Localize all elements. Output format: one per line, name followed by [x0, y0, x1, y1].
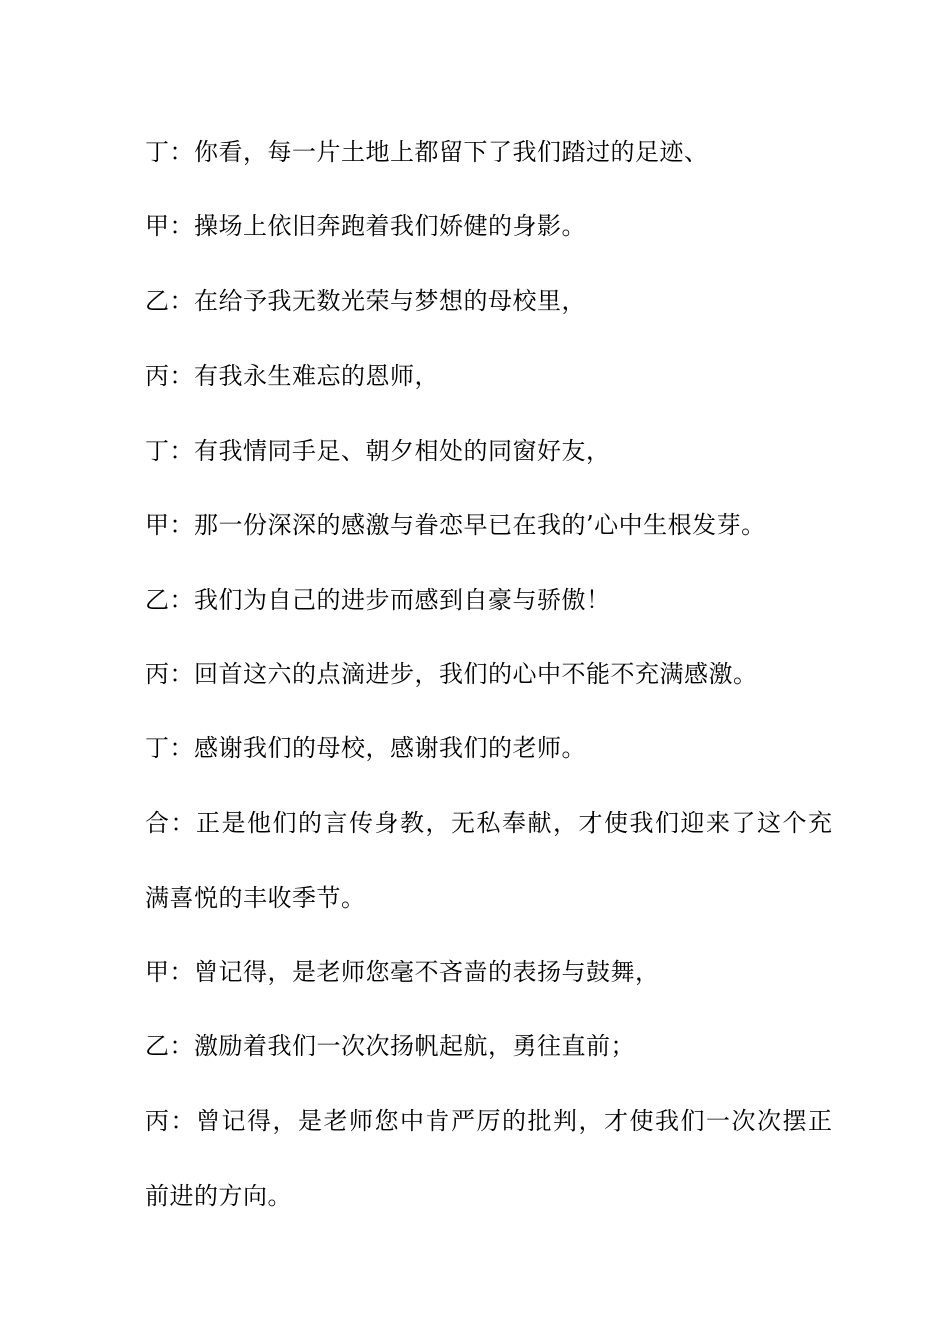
- text-line: 丙：曾记得，是老师您中肯严厉的批判，才使我们一次次摆正: [145, 1107, 834, 1135]
- text-line: 丙：回首这六的点滴进步，我们的心中不能不充满感激。: [145, 660, 758, 688]
- text-line: 丙：有我永生难忘的恩师，: [145, 362, 439, 390]
- text-line: 乙：我们为自己的进步而感到自豪与骄傲！: [145, 586, 611, 614]
- text-line: 甲：那一份深深的感激与眷恋早已在我的’心中生根发芽。: [145, 511, 766, 539]
- text-line: 满喜悦的丰收季节。: [145, 884, 366, 912]
- text-line: 甲：操场上依旧奔跑着我们娇健的身影。: [145, 212, 586, 240]
- text-line: 甲：曾记得，是老师您毫不吝啬的表扬与鼓舞，: [145, 958, 660, 986]
- text-line: 合：正是他们的言传身教，无私奉献，才使我们迎来了这个充: [145, 809, 834, 837]
- text-line: 前进的方向。: [145, 1182, 292, 1210]
- text-line: 乙：在给予我无数光荣与梦想的母校里，: [145, 287, 586, 315]
- text-line: 丁：你看，每一片土地上都留下了我们踏过的足迹、: [145, 138, 709, 166]
- text-line: 乙：激励着我们一次次扬帆起航，勇往直前；: [145, 1032, 635, 1060]
- text-line: 丁：有我情同手足、朝夕相处的同窗好友，: [145, 437, 611, 465]
- text-line: 丁：感谢我们的母校，感谢我们的老师。: [145, 734, 586, 762]
